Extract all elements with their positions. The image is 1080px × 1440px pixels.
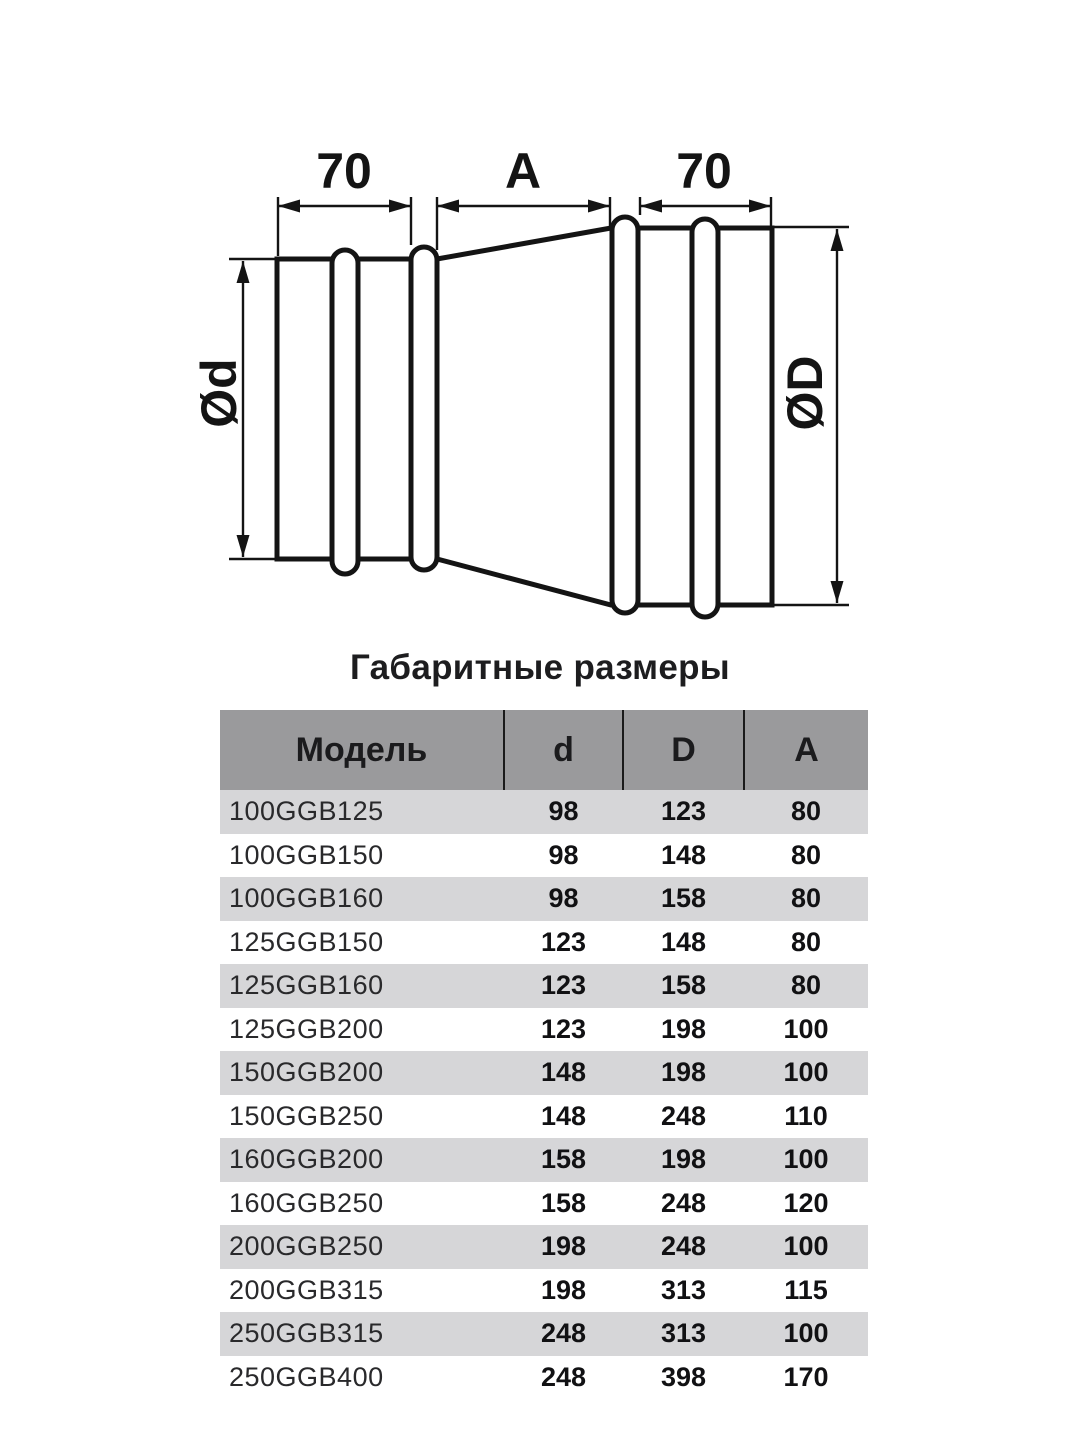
dim-label-small-diameter: Ød xyxy=(191,358,247,428)
model-cell: 150GGB250 xyxy=(229,1100,384,1131)
model-cell: 100GGB125 xyxy=(229,796,384,827)
value-cell: 398 xyxy=(660,1361,707,1392)
value-cell: 148 xyxy=(540,1100,587,1131)
value-cell: 148 xyxy=(540,1057,587,1088)
value-cell: 123 xyxy=(540,926,587,957)
value-cell: 198 xyxy=(660,1144,707,1175)
value-cell: 123 xyxy=(540,1013,587,1044)
value-cell: 248 xyxy=(540,1318,587,1349)
dim-label-a: A xyxy=(504,143,542,199)
reducer-body-outline xyxy=(277,217,772,617)
value-cell: 248 xyxy=(540,1361,587,1392)
value-cell: 98 xyxy=(548,883,579,914)
table-row xyxy=(220,1138,868,1182)
dim-label-large-diameter: ØD xyxy=(777,355,833,431)
column-header-model: Модель xyxy=(220,710,504,790)
value-cell: 158 xyxy=(540,1144,587,1175)
table-row xyxy=(220,1182,868,1226)
value-cell: 110 xyxy=(784,1100,828,1131)
value-cell: 248 xyxy=(660,1100,707,1131)
model-cell: 160GGB200 xyxy=(229,1144,384,1175)
column-header-D: D xyxy=(623,710,744,790)
column-header-d: d xyxy=(504,710,623,790)
value-cell: 123 xyxy=(540,970,587,1001)
value-cell: 198 xyxy=(660,1057,707,1088)
table-row xyxy=(220,1356,868,1400)
value-cell: 198 xyxy=(540,1231,587,1262)
value-cell: 98 xyxy=(548,796,579,827)
value-cell: 100 xyxy=(783,1057,829,1088)
value-cell: 100 xyxy=(783,1231,829,1262)
column-header-A: A xyxy=(744,710,868,790)
value-cell: 198 xyxy=(660,1013,707,1044)
table-row xyxy=(220,1269,868,1313)
value-cell: 100 xyxy=(783,1144,829,1175)
dim-label-right-70: 70 xyxy=(676,143,732,199)
model-cell: 125GGB150 xyxy=(229,926,384,957)
model-cell: 160GGB250 xyxy=(229,1187,384,1218)
large-pipe-bead xyxy=(692,219,718,617)
value-cell: 158 xyxy=(660,970,707,1001)
value-cell: 248 xyxy=(660,1231,707,1262)
table-row xyxy=(220,790,868,834)
value-cell: 115 xyxy=(784,1274,828,1305)
table-row xyxy=(220,1008,868,1052)
table-header-row xyxy=(220,710,868,790)
model-cell: 100GGB150 xyxy=(229,839,384,870)
large-pipe-joint-seam xyxy=(612,217,638,613)
value-cell: 80 xyxy=(790,883,822,914)
table-row xyxy=(220,1225,868,1269)
model-cell: 200GGB250 xyxy=(229,1231,384,1262)
small-pipe-joint-seam xyxy=(411,247,437,570)
table-row xyxy=(220,1312,868,1356)
value-cell: 248 xyxy=(660,1187,707,1218)
value-cell: 80 xyxy=(790,970,822,1001)
value-cell: 80 xyxy=(790,839,822,870)
value-cell: 100 xyxy=(783,1318,829,1349)
value-cell: 198 xyxy=(540,1274,587,1305)
model-cell: 250GGB315 xyxy=(229,1318,384,1349)
value-cell: 158 xyxy=(540,1187,587,1218)
table-title: Габаритные размеры xyxy=(349,648,730,687)
table-row xyxy=(220,1095,868,1139)
table-row xyxy=(220,1051,868,1095)
value-cell: 80 xyxy=(790,926,822,957)
value-cell: 313 xyxy=(660,1318,707,1349)
value-cell: 158 xyxy=(660,883,707,914)
dimensions-table xyxy=(220,710,868,1399)
small-pipe-bead xyxy=(332,250,358,574)
model-cell: 250GGB400 xyxy=(229,1361,384,1392)
value-cell: 120 xyxy=(783,1187,829,1218)
value-cell: 148 xyxy=(660,839,707,870)
model-cell: 150GGB200 xyxy=(229,1057,384,1088)
model-cell: 125GGB160 xyxy=(229,970,384,1001)
value-cell: 148 xyxy=(660,926,707,957)
table-row xyxy=(220,921,868,965)
value-cell: 313 xyxy=(660,1274,707,1305)
value-cell: 100 xyxy=(783,1013,829,1044)
value-cell: 123 xyxy=(660,796,707,827)
dim-label-left-70: 70 xyxy=(316,143,372,199)
table-body xyxy=(220,790,868,1399)
table-row xyxy=(220,834,868,878)
reducer-technical-drawing xyxy=(0,0,1080,645)
model-cell: 125GGB200 xyxy=(229,1013,384,1044)
model-cell: 200GGB315 xyxy=(229,1274,384,1305)
value-cell: 170 xyxy=(783,1361,829,1392)
value-cell: 80 xyxy=(790,796,822,827)
table-row xyxy=(220,877,868,921)
value-cell: 98 xyxy=(548,839,579,870)
model-cell: 100GGB160 xyxy=(229,883,384,914)
table-row xyxy=(220,964,868,1008)
